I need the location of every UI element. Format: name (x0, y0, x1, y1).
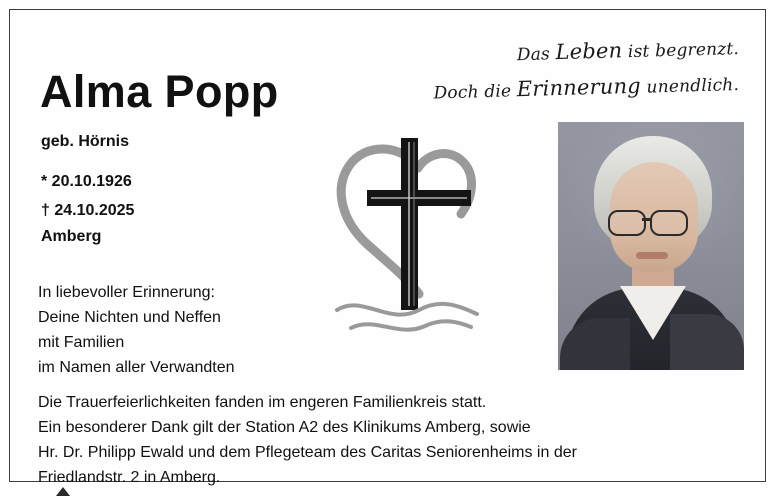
memorial-symbol (315, 128, 505, 343)
portrait-photo (558, 122, 744, 370)
portrait-glasses-right (650, 210, 688, 236)
acknowledgement-line: Hr. Dr. Philipp Ewald und dem Pflegeteam des Caritas Seniorenheims in der (38, 444, 577, 461)
motto-line-2-part-1: Doch die (433, 80, 518, 104)
maiden-name: geb. Hörnis (41, 133, 130, 150)
deceased-name: Alma Popp (40, 66, 279, 117)
motto (379, 32, 740, 104)
motto-line-2-emphasis: Erinnerung (516, 73, 642, 101)
motto-line-2-part-3: unendlich. (640, 74, 740, 98)
acknowledgement-line: Ein besonderer Dank gilt der Station A2 des Klinikums Amberg, sowie (38, 419, 531, 436)
death-date: † 24.10.2025 (41, 202, 135, 219)
dedication-line: im Namen aller Verwandten (38, 359, 235, 376)
birth-date: * 20.10.1926 (41, 173, 132, 190)
page-corner-mark (56, 487, 70, 496)
motto-line-1-part-3: ist begrenzt. (622, 39, 740, 63)
motto-line-1-emphasis: Leben (555, 38, 623, 65)
dedication-line: mit Familien (38, 334, 125, 351)
dedication-block (38, 280, 235, 380)
place: Amberg (41, 228, 102, 245)
motto-line-2 (379, 68, 740, 110)
life-dates (41, 167, 134, 225)
portrait-glasses-bridge (642, 218, 650, 221)
portrait-glasses-left (608, 210, 646, 236)
acknowledgement-text (38, 390, 748, 490)
dedication-line: Deine Nichten und Neffen (38, 309, 221, 326)
dedication-line: In liebevoller Erinnerung: (38, 284, 215, 301)
portrait-mouth (636, 252, 668, 259)
acknowledgement-line: Die Trauerfeierlichkeiten fanden im engeren Familienkreis statt. (38, 394, 487, 411)
notice-frame (9, 9, 766, 486)
acknowledgement-line: Friedlandstr. 2 in Amberg. (38, 469, 221, 486)
motto-line-1 (379, 32, 740, 74)
motto-line-1-part-1: Das (516, 44, 556, 66)
